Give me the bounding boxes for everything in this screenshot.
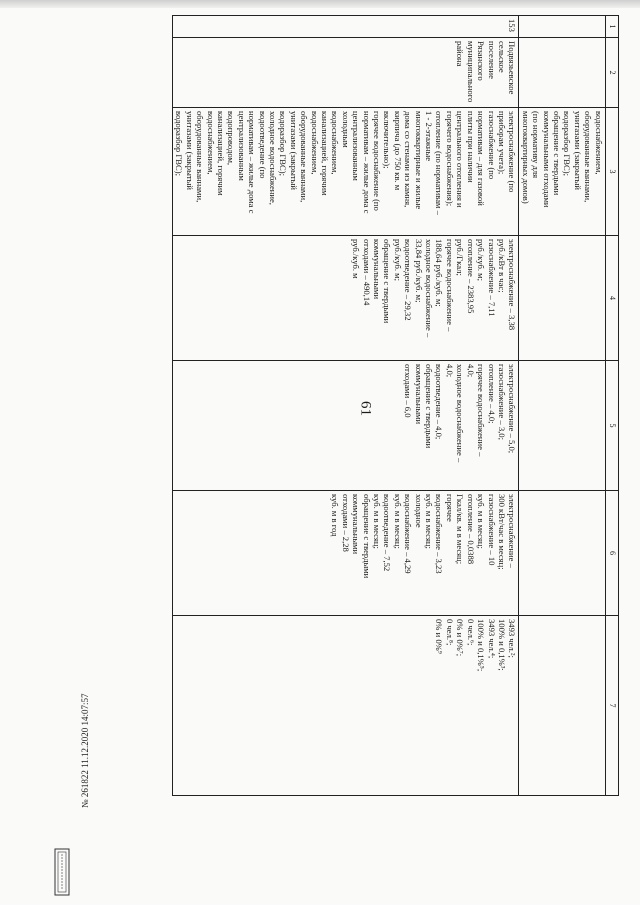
header-row bbox=[605, 16, 618, 796]
registry-stamp-icon bbox=[54, 848, 70, 896]
tariff-table bbox=[172, 15, 619, 796]
table-row bbox=[172, 16, 518, 796]
header-col-3: 3 bbox=[605, 108, 618, 236]
header-col-2: 2 bbox=[605, 38, 618, 108]
continuation-row bbox=[519, 16, 605, 796]
registration-footer: № 261822 11.12.2020 14:07:57 bbox=[80, 693, 90, 808]
header-col-7: 7 bbox=[605, 616, 618, 796]
services-list: электроснабжение (по приборам учета); газоснабжение (по нормативам – для газовой плиты при наличии центрального отопления и горячего водоснабжения); отопление (по нормативам – 1 - 2-этажные многоквартирные и жилые дома со стенами из камня, кирпича (до 750 кв. м включительно); горячее водоснабжение (по нормативам – жилые дома с централизованным холодным водоснабжением, канализацией, горячим водоснабжением, оборудованные ваннами, унитазами (закрытый водоразбор ГВС); холодное водоснабжение, водоотведение (по нормативам – жилые дома с централизованным водопроводом, канализацией, горячим водоснабжением, оборудованные ваннами, унитазами (закрытый водоразбор ГВС); bbox=[172, 108, 518, 236]
header-col-4: 4 bbox=[605, 236, 618, 361]
consumption-cell: электроснабжение – 300 кВт/час в месяц; газоснабжение – 10 куб. м в месяц; отопление – 0,0388 Гкал/кв. м в месяц; горячее водоснабжение – 3,23 куб. м в месяц; холодное водоснабжение – 4,29 куб. м в месяц; водоотведение – 7,52 куб. м в месяц; обращение с твердыми коммунальными отходами – 2,28 куб. м в год bbox=[172, 491, 518, 616]
settlement-name: Подвязьевское сельское поселение Рязанского муниципального района bbox=[172, 38, 518, 108]
continuation-cell: водоснабжением, оборудованные ваннами, унитазами (закрытый водоразбор ГВС); обращение с твердыми коммунальными отходами (по нормативу для многоквартирных домов) bbox=[519, 108, 605, 236]
header-col-5: 5 bbox=[605, 361, 618, 491]
page-number: 61 bbox=[357, 401, 374, 416]
population-cell: 3493 чел.²; 100% и 0,1%³; 3493 чел.⁴; 100% и 0,1%⁵; 0 чел.⁶; 0% и 0%⁷; 0 чел.⁸; 0% и 0%⁹ bbox=[172, 616, 518, 796]
header-col-6: 6 bbox=[605, 491, 618, 616]
rotated-table-wrapper bbox=[102, 15, 619, 795]
header-col-1: 1 bbox=[605, 16, 618, 38]
tariffs-cell: электроснабжение – 3,38 руб./кВт в час; газоснабжение – 7,11 руб./куб. м; отопление – 2383,95 руб./Гкал; горячее водоснабжение – 188,64 руб./куб. м; холодное водоснабжение – 33,84 руб./куб. м; водоотведение – 29,32 руб./куб. м; обращение с твердыми коммунальными отходами – 490,14 руб./куб. м bbox=[172, 236, 518, 361]
scan-edge bbox=[0, 0, 640, 8]
row-number: 153 bbox=[172, 16, 518, 38]
growth-index-cell: электроснабжение – 5,0; газоснабжение – 3,0; отопление – 4,0; горячее водоснабжение – 4,0; холодное водоснабжение – 4,0; водоотведение – 4,0; обращение с твердыми коммунальными отходами – 6,0 bbox=[172, 361, 518, 491]
